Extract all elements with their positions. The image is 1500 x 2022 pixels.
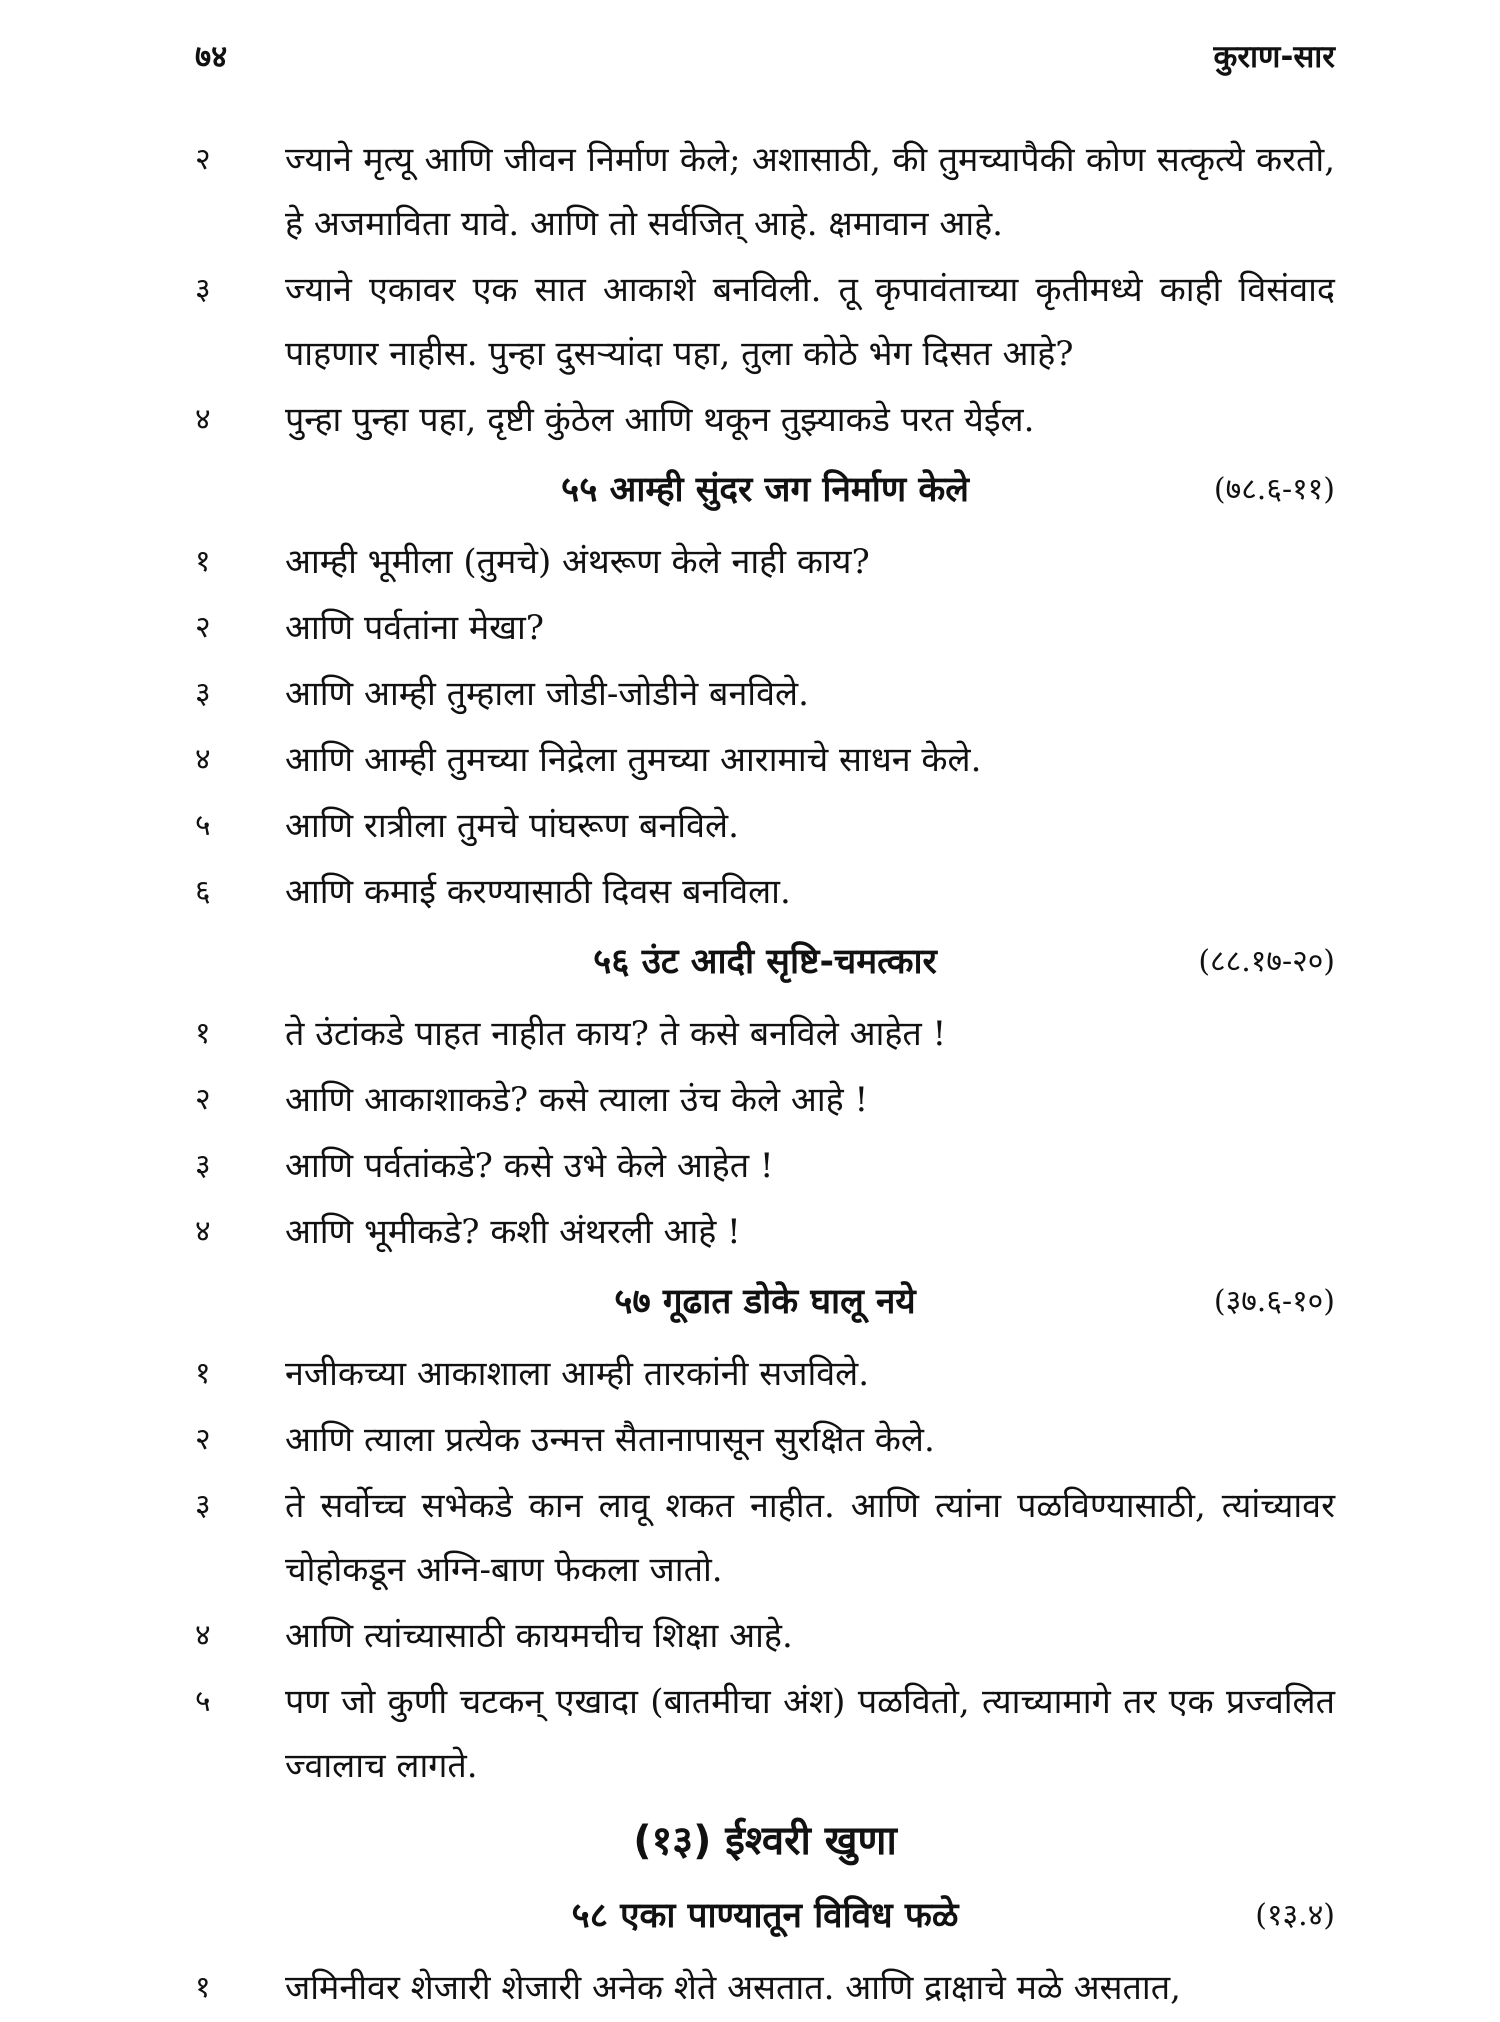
verse-number: ५ [195, 808, 211, 843]
verse-text: ज्याने एकावर एक सात आकाशे बनविली. तू कृपावंताच्या कृतीमध्ये काही विसंवाद पाहणार नाहीस. पुन्हा दुसऱ्यांदा पहा, तुला कोठे भेग दिसत आहे? [285, 270, 1335, 374]
verse [195, 1670, 1335, 1798]
verse-text: आणि पर्वतांना मेखा? [285, 608, 545, 648]
verse [195, 1474, 1335, 1602]
section-reference: (८८.१७-२०) [1198, 944, 1335, 979]
verse-text: आणि रात्रीला तुमचे पांघरूण बनविले. [285, 806, 739, 846]
section-heading [195, 928, 1335, 996]
verse [195, 1956, 1335, 2020]
running-title: कुराण-सार [1213, 39, 1335, 75]
page-number: ७४ [195, 39, 228, 75]
verse [195, 1002, 1335, 1066]
verse [195, 794, 1335, 858]
verse-number: ३ [195, 1488, 211, 1523]
verse-number: ३ [195, 676, 211, 711]
verse-number: १ [195, 1356, 211, 1391]
verse-text: आणि आम्ही तुम्हाला जोडी-जोडीने बनविले. [285, 674, 809, 714]
section-heading [195, 1268, 1335, 1336]
verse-text: नजीकच्या आकाशाला आम्ही तारकांनी सजविले. [285, 1354, 870, 1394]
verse [195, 128, 1335, 256]
section-reference: (३७.६-१०) [1213, 1284, 1335, 1319]
section-title: ५७ गूढात डोके घालू नये [614, 1282, 916, 1322]
verse-number: ४ [195, 402, 211, 437]
section-heading [195, 1882, 1335, 1950]
verse-text: पुन्हा पुन्हा पहा, दृष्टी कुंठेल आणि थकून तुझ्याकडे परत येईल. [285, 400, 1035, 440]
verse-number: ४ [195, 1618, 211, 1653]
verse-text: आणि त्याला प्रत्येक उन्मत्त सैतानापासून सुरक्षित केले. [285, 1420, 935, 1460]
verse-number: २ [195, 1082, 211, 1117]
section-title: ५८ एका पाण्यातून विविध फळे [571, 1896, 959, 1936]
verse-text: आणि पर्वतांकडे? कसे उभे केले आहेत ! [285, 1146, 774, 1186]
verse [195, 1342, 1335, 1406]
page-header [195, 34, 1335, 78]
verse-number: २ [195, 142, 211, 177]
section-heading [195, 456, 1335, 524]
verse-text: आणि त्यांच्यासाठी कायमचीच शिक्षा आहे. [285, 1616, 793, 1656]
verse [195, 662, 1335, 726]
verse-number: ३ [195, 272, 211, 307]
chapter-title: (१३) ईश्वरी खुणा [633, 1818, 897, 1864]
verse-number: १ [195, 1016, 211, 1051]
verse [195, 860, 1335, 924]
verse-text: आणि आकाशाकडे? कसे त्याला उंच केले आहे ! [285, 1080, 869, 1120]
verse [195, 1068, 1335, 1132]
section-reference: (७८.६-११) [1213, 472, 1335, 507]
verse-number: ४ [195, 1214, 211, 1249]
page-content [195, 128, 1335, 2022]
verse-number: ३ [195, 1148, 211, 1183]
verse-number: २ [195, 1422, 211, 1457]
verse [195, 1408, 1335, 1472]
section-title: ५६ उंट आदी सृष्टि-चमत्कार [593, 942, 937, 982]
verse-text: आम्ही भूमीला (तुमचे) अंथरूण केले नाही काय? [285, 542, 870, 582]
verse-number: ६ [195, 874, 211, 909]
verse [195, 258, 1335, 386]
verse-number: २ [195, 610, 211, 645]
verse-number: ५ [195, 1684, 211, 1719]
verse-text: आणि आम्ही तुमच्या निद्रेला तुमच्या आरामाचे साधन केले. [285, 740, 982, 780]
verse-text: ते उंटांकडे पाहत नाहीत काय? ते कसे बनविले आहेत ! [285, 1014, 947, 1054]
verse-text: जमिनीवर शेजारी शेजारी अनेक शेते असतात. आणि द्राक्षाचे मळे असतात, [285, 1968, 1181, 2008]
verse-text: पण जो कुणी चटकन् एखादा (बातमीचा अंश) पळवितो, त्याच्यामागे तर एक प्रज्वलित ज्वालाच लागते. [285, 1682, 1335, 1786]
verse-text: आणि भूमीकडे? कशी अंथरली आहे ! [285, 1212, 741, 1252]
verse [195, 728, 1335, 792]
section-title: ५५ आम्ही सुंदर जग निर्माण केले [561, 470, 969, 510]
verse-number: ४ [195, 742, 211, 777]
verse-text: आणि कमाई करण्यासाठी दिवस बनविला. [285, 872, 791, 912]
verse-text: ते सर्वोच्च सभेकडे कान लावू शकत नाहीत. आणि त्यांना पळविण्यासाठी, त्यांच्यावर चोहोकडून अग्नि-बाण फेकला जातो. [285, 1486, 1335, 1590]
verse [195, 1200, 1335, 1264]
verse [195, 1134, 1335, 1198]
section-reference: (१३.४) [1255, 1898, 1335, 1933]
verse [195, 388, 1335, 452]
verse [195, 1604, 1335, 1668]
verse-number: १ [195, 544, 211, 579]
verse [195, 530, 1335, 594]
verse-text: ज्याने मृत्यू आणि जीवन निर्माण केले; अशासाठी, की तुमच्यापैकी कोण सत्कृत्ये करतो, हे अजमाविता यावे. आणि तो सर्वजित् आहे. क्षमावान आहे. [285, 140, 1335, 244]
verse-number: १ [195, 1970, 211, 2005]
verse [195, 596, 1335, 660]
